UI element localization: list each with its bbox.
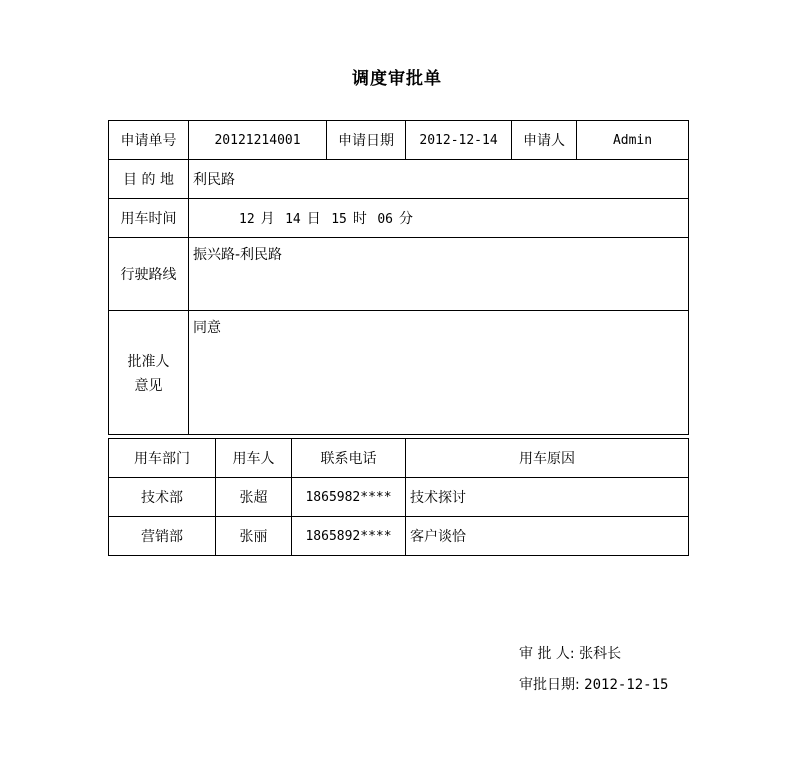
applicant-label: 申请人: [512, 121, 577, 160]
time-hour-unit: 时: [352, 211, 367, 227]
approval-form: [108, 120, 689, 556]
approver-opinion-label-line1: 批准人: [127, 353, 170, 370]
row-route: [109, 238, 689, 311]
page-title: 调度审批单: [352, 69, 442, 89]
approver-opinion-value: 同意: [189, 311, 689, 435]
time-minute: 06: [377, 212, 393, 227]
apply-date-value: 2012-12-14: [406, 121, 512, 160]
time-month-unit: 月: [260, 211, 275, 227]
approver-opinion-label-line2: 意见: [134, 377, 163, 394]
row-destination: [109, 160, 689, 199]
row-person: 张丽: [216, 517, 292, 556]
apply-no-value: 20121214001: [189, 121, 327, 160]
approver-opinion-label: [109, 311, 189, 435]
approve-date-label: 审批日期:: [519, 677, 580, 693]
time-month: 12: [239, 212, 255, 227]
time-day: 14: [285, 212, 301, 227]
applicant-value: Admin: [577, 121, 689, 160]
route-value: 振兴路-利民路: [189, 238, 689, 311]
row-time: [109, 199, 689, 238]
footer-approver: [519, 643, 621, 663]
destination-value: 利民路: [189, 160, 689, 199]
time-day-unit: 日: [306, 211, 321, 227]
usage-header-row: [109, 439, 689, 478]
route-label: 行驶路线: [109, 238, 189, 311]
row-apply-info: [109, 121, 689, 160]
approver-value: 张科长: [579, 646, 622, 662]
row-phone: 1865892****: [292, 517, 406, 556]
time-label: 用车时间: [109, 199, 189, 238]
row-reason: 技术探讨: [406, 478, 689, 517]
header-phone: 联系电话: [292, 439, 406, 478]
header-dept: 用车部门: [109, 439, 216, 478]
footer-approve-date: [519, 674, 668, 694]
table-row: [109, 478, 689, 517]
row-reason: 客户谈恰: [406, 517, 689, 556]
header-reason: 用车原因: [406, 439, 689, 478]
time-hour: 15: [331, 212, 347, 227]
approve-date-value: 2012-12-15: [584, 677, 669, 693]
header-person: 用车人: [216, 439, 292, 478]
apply-no-label: 申请单号: [109, 121, 189, 160]
row-dept: 营销部: [109, 517, 216, 556]
table-row: [109, 517, 689, 556]
time-minute-unit: 分: [398, 211, 413, 227]
row-phone: 1865982****: [292, 478, 406, 517]
row-approver-opinion: [109, 311, 689, 435]
approver-label: 审 批 人:: [519, 646, 575, 662]
row-person: 张超: [216, 478, 292, 517]
row-dept: 技术部: [109, 478, 216, 517]
destination-label: 目 的 地: [109, 160, 189, 199]
time-value: [189, 199, 689, 238]
apply-date-label: 申请日期: [327, 121, 406, 160]
